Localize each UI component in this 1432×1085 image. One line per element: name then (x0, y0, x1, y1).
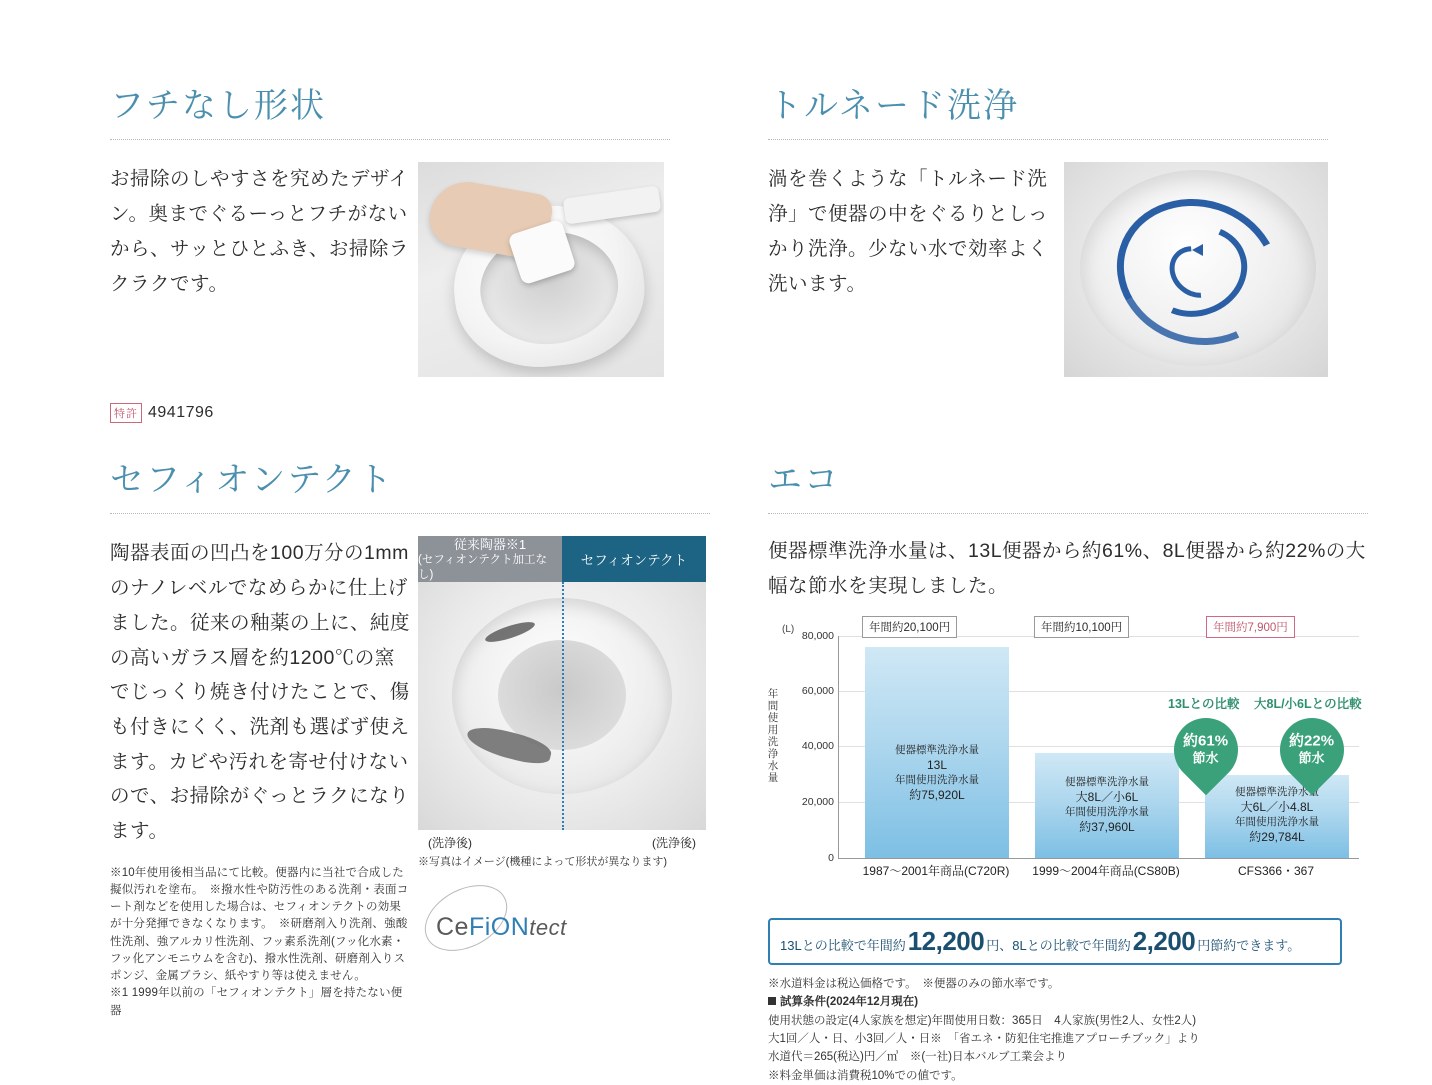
bar-cfs366-367 (1205, 775, 1349, 858)
bar-label-line3: 年間使用洗浄水量 (1065, 806, 1149, 819)
bar-c720r (865, 647, 1009, 858)
bar-label-c720r (865, 743, 1009, 804)
badge-word-22: 節水 (1298, 750, 1325, 766)
comparison-divider-line (562, 582, 564, 830)
comparison-captions (418, 830, 706, 851)
chart-y-ticks (784, 629, 836, 864)
bar-label-line4: 約37,960L (1079, 820, 1135, 835)
saving-mid: 円、8Lとの比較で年間約 (986, 937, 1131, 953)
bar-label-line2: 大6L／小4.8L (1240, 799, 1314, 814)
caption-right: (洗浄後) (652, 836, 696, 851)
bar-label-line3: 年間使用洗浄水量 (1235, 816, 1319, 829)
logo-text-fion: FiON (468, 913, 530, 942)
y-tick-40000: 40,000 (801, 739, 834, 752)
comparison-left-title: 従来陶器※1 (453, 536, 527, 552)
bar-label-line1: 便器標準洗浄水量 (1065, 775, 1149, 788)
bar-label-line4: 約75,920L (909, 788, 965, 803)
eco-note-2-row (768, 993, 1368, 1011)
divider-eco (768, 513, 1368, 514)
y-tick-20000: 20,000 (801, 795, 834, 808)
section-title-cefiontect: セフィオンテクト (110, 461, 394, 499)
saving-prefix: 13Lとの比較で年間約 (780, 937, 906, 953)
eco-note-1: ※水道料金は税込価格です。 ※便器のみの節水率です。 (768, 977, 1060, 990)
comparison-left-sub: (セフィオンテクト加工なし) (418, 554, 547, 581)
cefiontect-footnotes (110, 865, 410, 1020)
footnote-2: ※1 1999年以前の「セフィオンテクト」層を持たない便器 (110, 987, 403, 1017)
logo-text-ce: Ce (436, 913, 469, 942)
y-tick-0: 0 (828, 851, 834, 864)
bar-label-line3: 年間使用洗浄水量 (895, 774, 979, 787)
section-body-rimless: お掃除のしやすさを究めたデザイン。奥までぐるーっとフチがないから、サッとひとふき、お掃除ラクラクです。 (110, 168, 409, 295)
badge-percent-61: 約61% (1183, 731, 1229, 749)
saving-suffix: 円節約できます。 (1197, 937, 1301, 953)
eco-conditions (768, 975, 1368, 1085)
cost-box-cs80b: 年間約10,100円 (1034, 616, 1129, 638)
section-body-eco: 便器標準洗浄水量は、13L便器から約61%、8L便器から約22%の大幅な節水を実現しました。 (768, 540, 1366, 598)
toilet-lid-shape (563, 186, 662, 225)
comparison-photo (418, 582, 706, 830)
eco-note-6: ※料金単価は消費税10%での値です。 (768, 1069, 963, 1082)
comparison-header (418, 536, 706, 582)
section-tornado (768, 88, 1328, 377)
bar-label-line2: 大8L／小6L (1075, 789, 1139, 804)
divider-rimless (110, 139, 670, 140)
comparison-header-right: セフィオンテクト (562, 536, 706, 582)
patent-row (110, 403, 670, 423)
chart-y-axis-label: 年間使用洗浄水量 (767, 687, 779, 785)
bar-label-line1: 便器標準洗浄水量 (895, 743, 979, 756)
comparison-header-left (418, 536, 562, 582)
eco-note-5: 水道代＝265(税込)円／㎥ ※(一社)日本バルブ工業会より (768, 1051, 1068, 1064)
badge-percent-22: 約22% (1289, 731, 1335, 749)
rimless-photo (418, 162, 664, 377)
bullet-square-icon (768, 997, 776, 1005)
divider-cefiontect (110, 513, 710, 514)
category-label-3: CFS366・367 (1237, 863, 1315, 878)
saving-value-2: 2,200 (1132, 925, 1196, 956)
bar-cs80b (1035, 753, 1179, 858)
section-title-tornado: トルネード洗浄 (768, 87, 1019, 125)
bar-label-line4: 約29,784L (1249, 830, 1305, 845)
cost-box-c720r: 年間約20,100円 (862, 616, 957, 638)
bar-label-cs80b (1035, 775, 1179, 836)
cost-box-cfs366-367: 年間約7,900円 (1206, 616, 1295, 638)
badge-word-61: 節水 (1192, 750, 1219, 766)
eco-note-3: 使用状態の設定(4人家族を想定)年間使用日数：365日 4人家族(男性2人、女性2人) (768, 1014, 1197, 1027)
section-rimless (110, 88, 670, 423)
section-title-eco: エコ (768, 461, 840, 499)
annual-saving-banner (768, 918, 1342, 965)
y-tick-80000: 80,000 (801, 629, 834, 642)
logo-text-tect: tect (529, 915, 567, 941)
patent-badge: 特許 (110, 403, 142, 423)
bar-label-line1: 便器標準洗浄水量 (1235, 785, 1319, 798)
cefiontect-logo (418, 887, 706, 959)
eco-note-4: 大1回／人・日、小3回／人・日※ 「省エネ・防犯住宅推進アプローチブック」より (768, 1032, 1200, 1045)
patent-number: 4941796 (148, 404, 214, 422)
y-tick-60000: 60,000 (801, 684, 834, 697)
badge-inner-61 (1183, 732, 1228, 768)
section-body-cefiontect: 陶器表面の凹凸を100万分の1mmのナノレベルでなめらかに仕上げました。従来の釉薬の上に、純度の高いガラス層を約1200℃の窯でじっくり焼き付けたことで、傷も付きにくく、洗剤も選ばず使えます。カビや汚れを寄せ付けないので、お掃除がぐっとラクになります。 (110, 542, 411, 843)
tornado-photo (1064, 162, 1328, 377)
section-eco (768, 462, 1368, 1085)
eco-note-2: 試算条件(2024年12月現在) (780, 996, 919, 1009)
chart-category-labels (838, 862, 1358, 882)
logo-wordmark (436, 913, 567, 942)
eco-water-chart (768, 622, 1368, 912)
bar-label-line2: 13L (926, 757, 948, 772)
bar-label-cfs366-367 (1205, 785, 1349, 846)
swirl-arrow-icon (1192, 244, 1203, 256)
cefiontect-comparison-figure (418, 536, 706, 1020)
saving-value-1: 12,200 (907, 925, 985, 956)
section-cefiontect (110, 462, 710, 1020)
caption-left: (洗浄後) (428, 836, 472, 851)
badge-inner-22 (1289, 732, 1334, 768)
divider-tornado (768, 139, 1328, 140)
category-label-2: 1999〜2004年商品(CS80B) (1032, 863, 1180, 878)
section-title-rimless: フチなし形状 (110, 87, 326, 125)
section-body-tornado: 渦を巻くような「トルネード洗浄」で便器の中をぐるりとしっかり洗浄。少ない水で効率よく洗います。 (768, 168, 1049, 295)
comparison-image-note: ※写真はイメージ(機種によって形状が異なります) (418, 856, 667, 869)
category-label-1: 1987〜2001年商品(C720R) (862, 863, 1010, 878)
badge-header-13l: 13Lとの比較 (1168, 696, 1240, 711)
footnote-1: ※10年使用後相当品にて比較。便器内に当社で合成した擬似汚れを塗布。 ※撥水性や防汚性のある洗剤・表面コート剤などを使用した場合は、セフィオンテクトの効果が十分発揮できなくなります。 ※研磨剤入り洗剤、強酸性洗剤、強アルカリ性洗剤、フッ素系洗剤(フッ化水素・フッ化アンモニウムを含む)、撥水性洗剤、研磨剤入りスポンジ、金属ブラシ、紙やすり等は使えません。 (110, 866, 409, 983)
badge-header-8l: 大8L/小6Lとの比較 (1254, 696, 1362, 711)
chart-y-unit: (L) (782, 623, 795, 635)
